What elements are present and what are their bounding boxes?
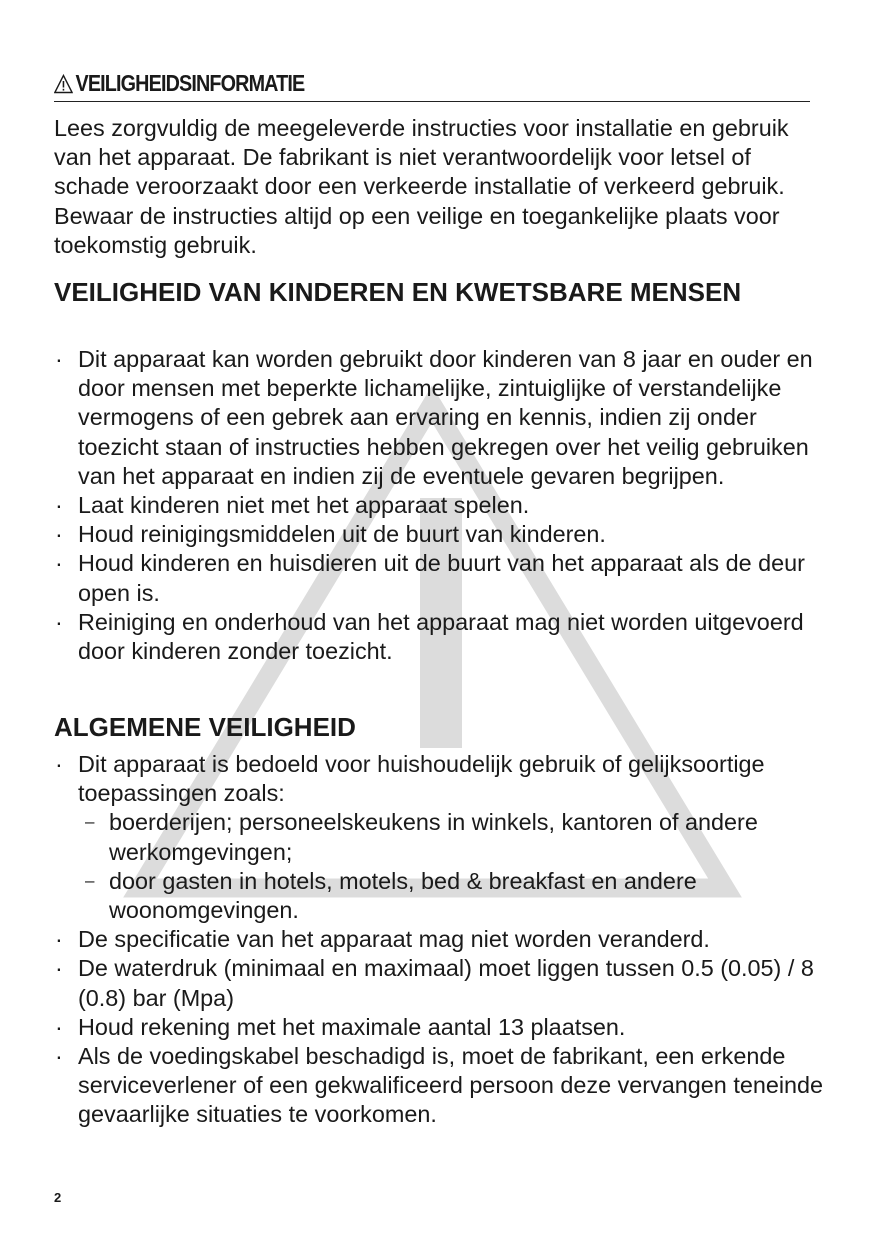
- list-item: · Houd rekening met het maximale aantal 13 plaatsen.: [55, 1013, 626, 1040]
- list-item: · Dit apparaat is bedoeld voor huishoudelijk gebruik of gelijksoortige toepassingen zoals: – boerderijen; personeelskeukens in winkels, kantoren of andere werkomgevingen; – door gasten in hotels, motels, bed & breakfast en andere woonomgevingen.: [54, 750, 824, 925]
- sub-list: [78, 808, 824, 925]
- page-number: 2: [54, 1190, 62, 1205]
- list-item: · Als de voedingskabel beschadigd is, moet de fabrikant, een erkende serviceverlener of een gekwalificeerd persoon deze vervangen teneinde gevaarlijke situaties te voorkomen.: [55, 1043, 824, 1128]
- list-item: · Dit apparaat kan worden gebruikt door kinderen van 8 jaar en ouder en door mensen met beperkte lichamelijke, zintuiglijke of verstandelijke vermogens of een gebrek aan ervaring en kennis, indien zij onder toezicht staan of instructies hebben gekregen over het veilig gebruiken van het apparaat en indien zij de eventuele gevaren begrijpen.: [55, 346, 813, 489]
- list-item: · Laat kinderen niet met het apparaat spelen.: [55, 492, 530, 519]
- list-item: · Houd kinderen en huisdieren uit de buurt van het apparaat als de deur open is.: [55, 550, 805, 606]
- section-heading-children: VEILIGHEID VAN KINDEREN EN KWETSBARE MENSEN: [54, 277, 742, 307]
- children-safety-list: [54, 345, 824, 666]
- sub-list-item: – door gasten in hotels, motels, bed & breakfast en andere woonomgevingen.: [85, 867, 697, 924]
- list-item: · De waterdruk (minimaal en maximaal) moet liggen tussen 0.5 (0.05) / 8 (0.8) bar (Mpa): [55, 955, 814, 1011]
- intro-paragraph: Lees zorgvuldig de meegeleverde instructies voor installatie en gebruik van het apparaat. De fabrikant is niet verantwoordelijk voor letsel of schade veroorzaakt door een verkeerde installatie of verkeerd gebruik. Bewaar de instructies altijd op een veilige en toegankelijke plaats voor toekomstig gebruik.: [54, 115, 789, 258]
- warning-triangle-icon: [54, 74, 73, 94]
- list-item: · De specificatie van het apparaat mag niet worden veranderd.: [55, 926, 710, 953]
- header-title: [54, 70, 304, 97]
- section-header: [54, 68, 810, 102]
- list-item: · Houd reinigingsmiddelen uit de buurt van kinderen.: [55, 521, 606, 548]
- general-safety-list: [54, 750, 824, 1130]
- header-title-text: VEILIGHEIDSINFORMATIE: [75, 70, 305, 96]
- section-heading-general: ALGEMENE VEILIGHEID: [54, 712, 356, 742]
- list-item: · Reiniging en onderhoud van het apparaat mag niet worden uitgevoerd door kinderen zonder toezicht.: [55, 608, 804, 665]
- sub-list-item: – boerderijen; personeelskeukens in winkels, kantoren of andere werkomgevingen;: [85, 809, 758, 865]
